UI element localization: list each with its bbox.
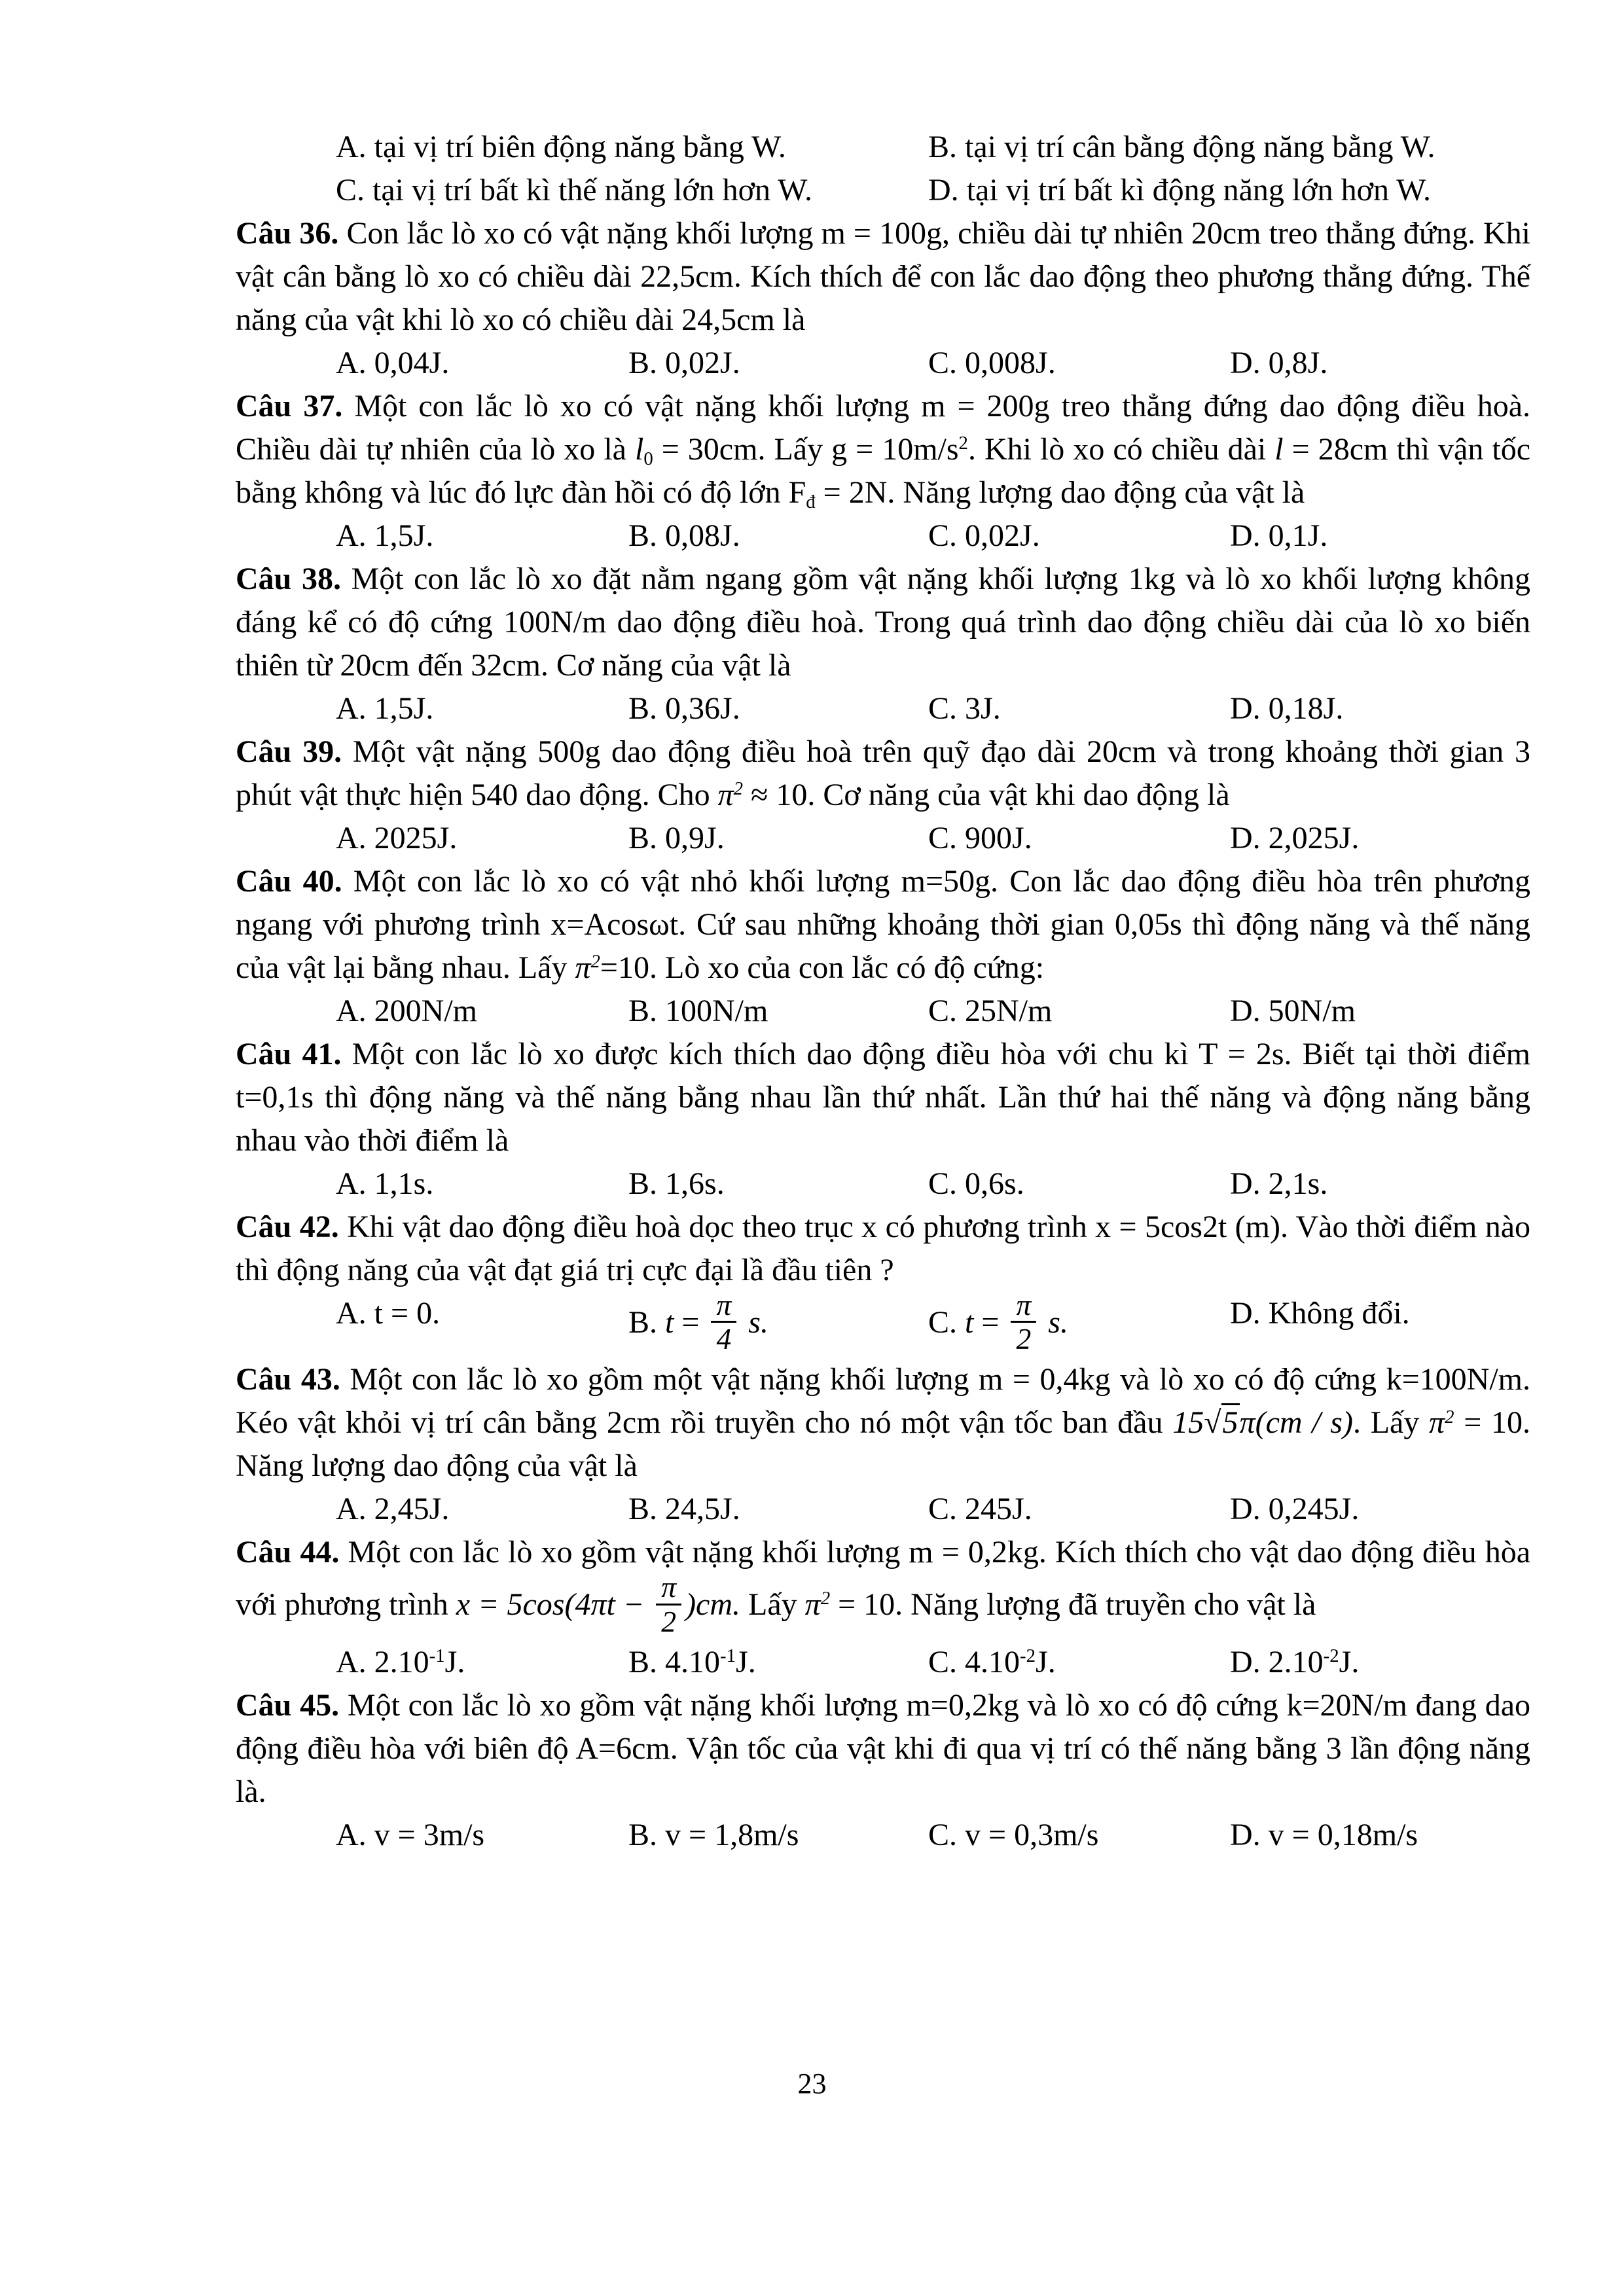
question-number: Câu 38. bbox=[236, 562, 352, 596]
options-row bbox=[336, 1162, 1530, 1206]
option-label: A. bbox=[336, 1296, 374, 1331]
option-text: 0,1J. bbox=[1268, 518, 1328, 553]
option-label: B. bbox=[628, 1166, 666, 1201]
option-label: C. bbox=[928, 1304, 965, 1340]
answer-option bbox=[336, 126, 928, 169]
option-text: v = 0,3m/s bbox=[965, 1817, 1099, 1852]
answer-option bbox=[928, 1641, 1230, 1684]
answer-option bbox=[336, 1488, 628, 1531]
answer-option bbox=[1230, 514, 1530, 558]
answer-option bbox=[1230, 990, 1530, 1033]
answer-option bbox=[928, 990, 1230, 1033]
answer-option bbox=[928, 169, 1530, 212]
answer-option bbox=[336, 1292, 628, 1358]
option-label: C. bbox=[928, 1166, 965, 1201]
option-text: 3J. bbox=[965, 691, 1001, 726]
answer-option bbox=[928, 817, 1230, 860]
option-text: $2.10^{-2}J$. bbox=[1268, 1644, 1360, 1679]
carryover-options bbox=[336, 126, 1530, 212]
option-label: B. bbox=[628, 346, 666, 380]
question-number: Câu 37. bbox=[236, 389, 355, 423]
options-row bbox=[336, 514, 1530, 558]
option-text: 0,18J. bbox=[1268, 691, 1344, 726]
option-text: 1,5J. bbox=[374, 691, 434, 726]
fraction: $\frac{\pi}{2}$ bbox=[1011, 1289, 1036, 1355]
options-row bbox=[336, 1814, 1530, 1857]
option-label: A. bbox=[336, 1492, 374, 1527]
option-label: D. bbox=[1230, 1492, 1269, 1527]
option-text: 2,1s. bbox=[1268, 1166, 1328, 1201]
option-text: 2025J. bbox=[374, 821, 458, 855]
options-row bbox=[336, 817, 1530, 860]
option-label: C. bbox=[928, 691, 965, 726]
option-text: 24,5J. bbox=[665, 1492, 740, 1527]
option-text: 0,04J. bbox=[374, 346, 450, 380]
answer-option bbox=[336, 514, 628, 558]
options-row bbox=[336, 687, 1530, 730]
question-text: Câu 45. Một con lắc lò xo gồm vật nặng khối lượng m=0,2kg và lò xo có độ cứng k=20N/m đang dao động điều hòa với biên độ A=6cm. Vận tốc của vật khi đi qua vị trí có thế năng bằng 3 lần động năng là. bbox=[236, 1687, 1531, 1809]
answer-option bbox=[928, 342, 1230, 385]
option-label: B. bbox=[628, 1644, 666, 1679]
option-text: $2.10^{-1}J$. bbox=[374, 1644, 465, 1679]
answer-option bbox=[628, 1814, 928, 1857]
option-label: A. bbox=[336, 346, 374, 380]
question-text: Câu 44. Một con lắc lò xo gồm vật nặng khối lượng m = 0,2kg. Kích thích cho vật dao động điều hòa với phương trình x = 5cos(4πt − $\frac{\pi}{2}$ )cm. Lấy $\pi^2 = 10$. Năng lượng đã truyền cho vật là bbox=[236, 1535, 1531, 1638]
question-number: Câu 45. bbox=[236, 1687, 348, 1723]
answer-option bbox=[1230, 687, 1530, 730]
option-label: B. bbox=[628, 518, 666, 553]
option-label: D. bbox=[1230, 1166, 1269, 1201]
option-text: 0,8J. bbox=[1268, 346, 1328, 380]
option-text: 1,6s. bbox=[665, 1166, 725, 1201]
option-text: 0,245J. bbox=[1268, 1492, 1360, 1527]
fraction: $\frac{\pi}{2}$ bbox=[656, 1571, 681, 1637]
option-label: B. bbox=[628, 994, 666, 1028]
option-label: B. bbox=[628, 1492, 666, 1527]
option-text: tại vị trí cân bằng động năng bằng W. bbox=[965, 130, 1435, 164]
question-number: Câu 44. bbox=[236, 1535, 348, 1570]
option-label: D. bbox=[1230, 1296, 1269, 1331]
option-label: A. bbox=[336, 1166, 374, 1201]
answer-option bbox=[1230, 1292, 1530, 1358]
answer-option bbox=[628, 687, 928, 730]
option-text: 200N/m bbox=[374, 994, 478, 1028]
option-label: B. bbox=[628, 691, 666, 726]
option-text: tại vị trí bất kì động năng lớn hơn W. bbox=[966, 173, 1432, 207]
option-label: D. bbox=[1230, 1644, 1269, 1679]
question-number: Câu 39. bbox=[236, 734, 353, 769]
option-text: 100N/m bbox=[665, 994, 768, 1028]
option-label: C. bbox=[336, 173, 373, 207]
question-number: Câu 40. bbox=[236, 864, 353, 899]
option-text: t = 0. bbox=[374, 1296, 441, 1331]
option-label: A. bbox=[336, 994, 374, 1028]
option-label: C. bbox=[928, 346, 965, 380]
question-number: Câu 36. bbox=[236, 216, 347, 251]
answer-option bbox=[336, 1814, 628, 1857]
option-text: Không đổi. bbox=[1268, 1296, 1410, 1331]
option-label: D. bbox=[1230, 821, 1269, 855]
option-label: D. bbox=[1230, 1817, 1269, 1852]
answer-option bbox=[1230, 342, 1530, 385]
option-text: 900J. bbox=[965, 821, 1032, 855]
questions-list bbox=[236, 212, 1530, 1857]
option-text: 245J. bbox=[965, 1492, 1032, 1527]
option-label: D. bbox=[1230, 346, 1269, 380]
option-text: 0,9J. bbox=[665, 821, 725, 855]
option-text: 50N/m bbox=[1268, 994, 1356, 1028]
option-label: C. bbox=[928, 1644, 965, 1679]
answer-option bbox=[1230, 817, 1530, 860]
option-label: B. bbox=[628, 1817, 666, 1852]
option-text: v = 0,18m/s bbox=[1268, 1817, 1418, 1852]
option-label: D. bbox=[928, 173, 967, 207]
question-number: Câu 42. bbox=[236, 1210, 348, 1244]
question-text: Câu 36. Con lắc lò xo có vật nặng khối lượng m = 100g, chiều dài tự nhiên 20cm treo thẳng đứng. Khi vật cân bằng lò xo có chiều dài 22,5cm. Kích thích để con lắc dao động theo phương thẳng đứng. Thế năng của vật khi lò xo có chiều dài 24,5cm là bbox=[236, 216, 1531, 337]
option-label: A. bbox=[336, 821, 374, 855]
option-text: $4.10^{-2}J$. bbox=[965, 1644, 1056, 1679]
fraction: $\frac{\pi}{4}$ bbox=[711, 1289, 736, 1355]
option-text: 1,1s. bbox=[374, 1166, 434, 1201]
answer-option bbox=[628, 1288, 928, 1358]
question-text: Câu 42. Khi vật dao động điều hoà dọc theo trục x có phương trình x = 5cos2t (m). Vào thời điểm nào thì động năng của vật đạt giá trị cực đại lầ đầu tiên ? bbox=[236, 1210, 1531, 1287]
option-label: C. bbox=[928, 994, 965, 1028]
option-label: B. bbox=[628, 821, 666, 855]
answer-option bbox=[928, 514, 1230, 558]
option-text: $4.10^{-1}J$. bbox=[665, 1644, 756, 1679]
question-text: Câu 37. Một con lắc lò xo có vật nặng khối lượng m = 200g treo thẳng đứng dao động điều hoà. Chiều dài tự nhiên của lò xo là $l_0 = 30cm$. Lấy $g = 10m/s^2$. Khi lò xo có chiều dài l = 28cm thì vận tốc bằng không và lúc đó lực đàn hồi có độ lớn $F_đ = 2N$. Năng lượng dao động của vật là bbox=[236, 389, 1531, 513]
answer-option bbox=[928, 1814, 1230, 1857]
options-row bbox=[336, 1641, 1530, 1684]
option-text: 2,45J. bbox=[374, 1492, 450, 1527]
answer-option bbox=[336, 990, 628, 1033]
answer-option bbox=[928, 687, 1230, 730]
option-label: C. bbox=[928, 821, 965, 855]
option-label: A. bbox=[336, 1644, 374, 1679]
option-label: A. bbox=[336, 130, 374, 164]
question-text: Câu 38. Một con lắc lò xo đặt nằm ngang gồm vật nặng khối lượng 1kg và lò xo khối lượng không đáng kể có độ cứng 100N/m dao động điều hoà. Trong quá trình dao động chiều dài của lò xo biến thiên từ 20cm đến 32cm. Cơ năng của vật là bbox=[236, 562, 1531, 683]
answer-option bbox=[628, 342, 928, 385]
answer-option bbox=[628, 514, 928, 558]
option-text: 0,08J. bbox=[665, 518, 740, 553]
page-number: 23 bbox=[797, 2068, 827, 2100]
answer-option bbox=[336, 687, 628, 730]
answer-option bbox=[1230, 1814, 1530, 1857]
answer-option bbox=[928, 1288, 1230, 1358]
question-text: Câu 40. Một con lắc lò xo có vật nhỏ khối lượng m=50g. Con lắc dao động điều hòa trên phương ngang với phương trình x=Acosωt. Cứ sau những khoảng thời gian 0,05s thì động năng và thế năng của vật lại bằng nhau. Lấy $\pi^2=10$. Lò xo của con lắc có độ cứng: bbox=[236, 864, 1530, 985]
option-text: 1,5J. bbox=[374, 518, 434, 553]
answer-option bbox=[928, 1488, 1230, 1531]
option-label: D. bbox=[1230, 994, 1269, 1028]
option-text: 0,02J. bbox=[665, 346, 740, 380]
option-text: 2,025J. bbox=[1268, 821, 1360, 855]
option-label: C. bbox=[928, 1492, 965, 1527]
answer-option bbox=[336, 817, 628, 860]
answer-option bbox=[336, 1162, 628, 1206]
square-root: √5 bbox=[1204, 1403, 1239, 1440]
options-row bbox=[336, 342, 1530, 385]
option-label: D. bbox=[1230, 691, 1269, 726]
answer-option bbox=[628, 1488, 928, 1531]
option-text: 25N/m bbox=[965, 994, 1053, 1028]
option-label: B. bbox=[628, 1304, 666, 1340]
answer-option bbox=[336, 342, 628, 385]
option-label: A. bbox=[336, 691, 374, 726]
answer-option bbox=[1230, 1641, 1530, 1684]
answer-option bbox=[928, 1162, 1230, 1206]
option-text: tại vị trí bất kì thế năng lớn hơn W. bbox=[372, 173, 813, 207]
answer-option bbox=[628, 1162, 928, 1206]
option-text: v = 3m/s bbox=[374, 1817, 485, 1852]
option-text: 0,02J. bbox=[965, 518, 1040, 553]
answer-option bbox=[336, 1641, 628, 1684]
answer-option bbox=[628, 817, 928, 860]
options-row bbox=[336, 1488, 1530, 1531]
question-number: Câu 43. bbox=[236, 1362, 350, 1397]
answer-option bbox=[336, 169, 928, 212]
options-row bbox=[336, 990, 1530, 1033]
option-label: B. bbox=[928, 130, 965, 164]
answer-option bbox=[928, 126, 1530, 169]
option-text: 0,6s. bbox=[965, 1166, 1024, 1201]
option-label: C. bbox=[928, 1817, 965, 1852]
option-label: A. bbox=[336, 518, 374, 553]
option-label: D. bbox=[1230, 518, 1269, 553]
answer-option bbox=[1230, 1162, 1530, 1206]
option-text: 0,36J. bbox=[665, 691, 740, 726]
option-label: A. bbox=[336, 1817, 374, 1852]
option-text: 0,008J. bbox=[965, 346, 1056, 380]
question-text: Câu 39. Một vật nặng 500g dao động điều hoà trên quỹ đạo dài 20cm và trong khoảng thời gian 3 phút vật thực hiện 540 dao động. Cho $\pi^2 \approx 10$. Cơ năng của vật khi dao động là bbox=[236, 734, 1531, 812]
question-text: Câu 43. Một con lắc lò xo gồm một vật nặng khối lượng m = 0,4kg và lò xo có độ cứng k=100N/m. Kéo vật khỏi vị trí cân bằng 2cm rồi truyền cho nó một vận tốc ban đầu 15√5π(cm / s). Lấy $\pi^2 = 10$. Năng lượng dao động của vật là bbox=[236, 1362, 1531, 1484]
page-content bbox=[236, 126, 1530, 1857]
option-text: t = $\frac{\pi}{4}$ s. bbox=[665, 1288, 768, 1356]
question-number: Câu 41. bbox=[236, 1037, 352, 1071]
options-row bbox=[336, 1288, 1530, 1358]
answer-option bbox=[628, 1641, 928, 1684]
option-text: v = 1,8m/s bbox=[665, 1817, 799, 1852]
option-text: tại vị trí biên động năng bằng W. bbox=[374, 130, 786, 164]
answer-option bbox=[1230, 1488, 1530, 1531]
option-text: t = $\frac{\pi}{2}$ s. bbox=[965, 1288, 1068, 1356]
option-label: C. bbox=[928, 518, 965, 553]
question-text: Câu 41. Một con lắc lò xo được kích thích dao động điều hòa với chu kì T = 2s. Biết tại thời điểm t=0,1s thì động năng và thế năng bằng nhau lần thứ nhất. Lần thứ hai thế năng và động năng bằng nhau vào thời điểm là bbox=[236, 1037, 1531, 1158]
answer-option bbox=[628, 990, 928, 1033]
